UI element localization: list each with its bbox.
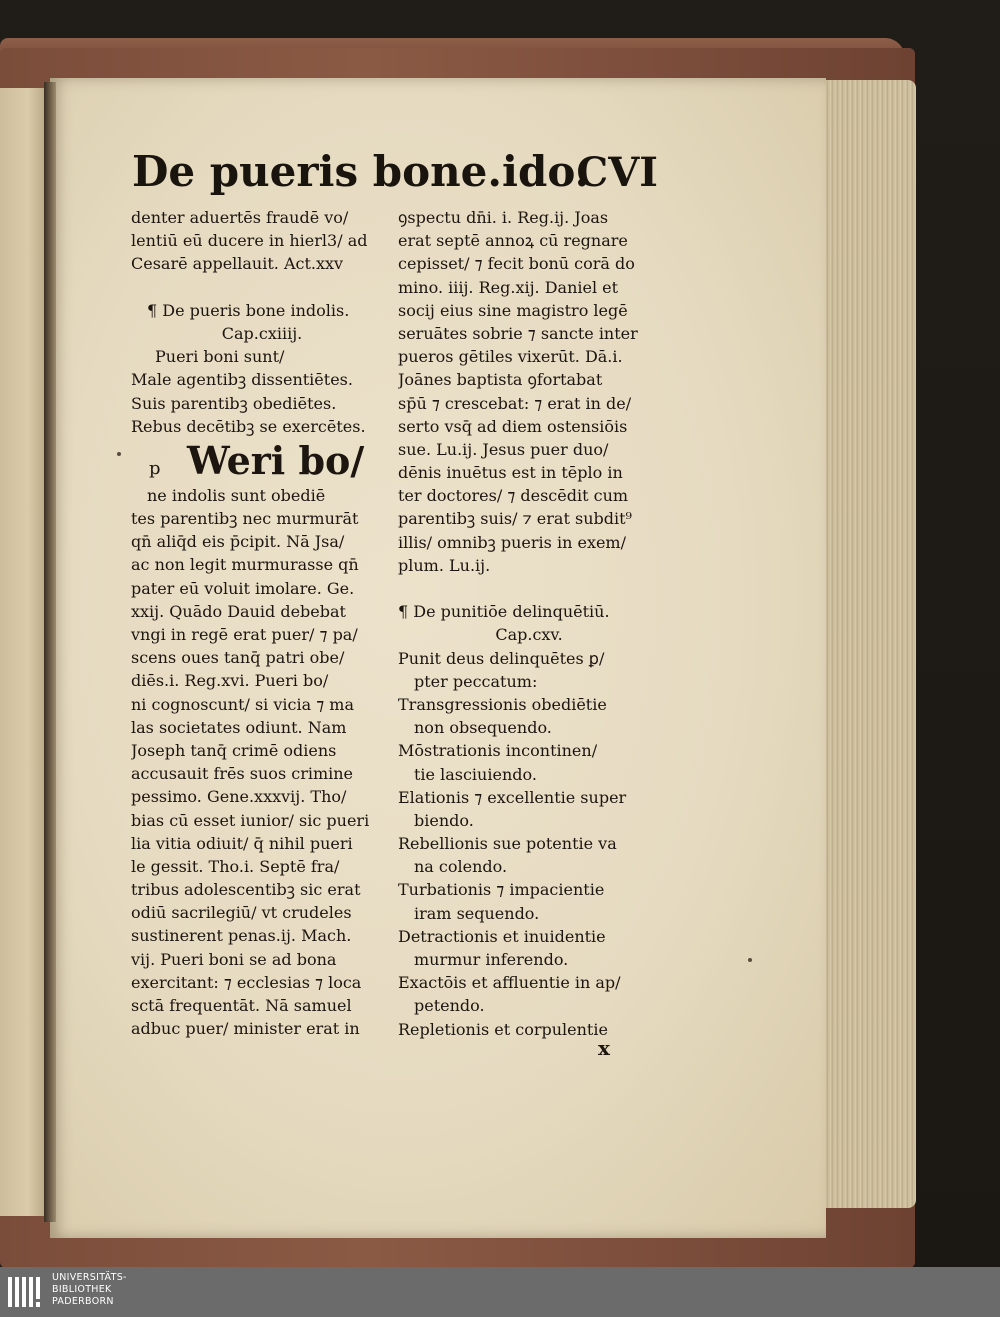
signature-mark: x [598,1036,610,1060]
text-line: Joseph tanq̄ crimē odiens [131,740,337,760]
text-line: Joānes baptista ꝯfortabat [398,370,603,390]
spacer [398,577,660,600]
running-title: De pueris bone.ido. [132,147,590,196]
library-name-line: UNIVERSITÄTS- [52,1272,127,1283]
text-line: tribus adolescentibꝫ sic erat [131,880,361,900]
text-line: pessimo. Gene.xxxvij. Tho/ [131,787,347,807]
spacer [131,276,393,299]
text-line: ac non legit murmurasse qn̄ [131,555,359,575]
text-line: parentibꝫ suis/ ⁊ erat subdit⁹ [398,509,632,529]
text-line: erat septē annoꝝ cū regnare [398,231,628,251]
text-line: Cesarē appellauit. Act.xxv [131,254,344,274]
list-item-line: biendo. [414,810,474,830]
text-line: cepisset/ ⁊ fecit bonū corā do [398,254,635,274]
verse-line: Pueri boni sunt/ [155,347,285,367]
gutter-shadow [44,82,56,1222]
text-line: qn̄ aliq̄d eis p̄cipit. Nā Jsa/ [131,532,345,552]
page-edges [822,80,916,1208]
text-line: plum. Lu.ij. [398,555,491,575]
text-line: ꝯspectu dn̄i. i. Reg.ij. Joas [398,208,609,227]
text-line: bias cū esset iunior/ sic pueri [131,810,370,830]
text-line: vngi in regē erat puer/ ⁊ pa/ [131,625,358,644]
text-line: ter doctores/ ⁊ descēdit cum [398,486,629,506]
list-item-line: Detractionis et inuidentie [398,926,606,946]
text-line: exercitant: ⁊ ecclesias ⁊ loca [131,972,362,992]
list-item-line: petendo. [414,996,485,1016]
text-line: accusauit frēs suos crimine [131,764,354,784]
text-line: xxij. Quādo Dauid debebat [131,601,346,621]
list-item-line: murmur inferendo. [414,950,569,969]
verse-line: Rebus decētibꝫ se exercētes. [131,416,366,436]
chapter-heading: ¶ De punitiōe delinquētiū. [398,602,610,622]
text-line: vij. Pueri boni se ad bona [131,949,337,969]
list-item-line: Transgressionis obediētie [398,694,607,714]
right-column [398,206,660,1041]
text-line: sp̄ū ⁊ crescebat: ⁊ erat in de/ [398,393,632,413]
list-item-line: Rebellionis sue potentie va [398,834,617,854]
list-item-line: na colendo. [414,857,508,877]
folio-number: CVI [576,149,658,196]
list-item-line: Exactōis et affluentie in ap/ [398,973,621,993]
text-line: pueros gētiles vixerūt. Dā.i. [398,347,623,367]
list-item-line: Turbationis ⁊ impacientie [398,880,605,900]
ink-speck [748,958,752,962]
chapter-number: Cap.cxv. [495,625,563,645]
list-item-line: Mōstrationis incontinen/ [398,741,598,761]
text-line: odiū sacrilegiū/ vt crudeles [131,903,352,923]
text-line: Repletionis et corpulentie [398,1019,608,1039]
left-column [131,206,393,1040]
text-line: pater eū voluit imolare. Ge. [131,578,355,598]
footer-bar [0,1267,1000,1317]
text-line: serto vsq̄ ad diem ostensiōis [398,416,628,436]
text-line: sustinerent penas.ij. Mach. [131,926,352,946]
list-item-line: iram sequendo. [414,903,540,923]
ink-speck [117,452,121,456]
text-line: mino. iiij. Reg.xij. Daniel et [398,277,619,297]
text-line: tes parentibꝫ nec murmurāt [131,509,359,529]
chapter-number: Cap.cxiiij. [221,323,303,343]
library-name-line: BIBLIOTHEK [52,1284,112,1295]
left-page-edge [0,88,48,1216]
text-line: sctā frequentāt. Nā samuel [131,996,352,1015]
intro-line: Punit deus delinquētes ꝑ/ [398,648,605,668]
text-line: sue. Lu.ij. Jesus puer duo/ [398,439,609,459]
library-logo-icon [6,1273,46,1311]
intro-line: pter peccatum: [414,671,538,691]
list-item-line: tie lasciuiendo. [414,764,537,784]
text-line: le gessit. Tho.i. Septē fra/ [131,856,340,876]
text-line: ne indolis sunt obediē [147,485,326,505]
guide-letter: p [149,458,161,479]
text-line: ni cognoscunt/ si vicia ⁊ ma [131,694,354,714]
list-item-line: Elationis ⁊ excellentie super [398,787,627,807]
text-line: dēnis inuētus est in tēplo in [398,463,623,483]
text-line: scens oues tanq̄ patri obe/ [131,648,345,668]
library-name-line: PADERBORN [52,1296,114,1307]
verse-line: Suis parentibꝫ obediētes. [131,393,337,413]
library-name [52,1272,172,1308]
list-item-line: non obsequendo. [414,718,552,738]
verse-line: Male agentibꝫ dissentiētes. [131,370,353,390]
text-line: diēs.i. Reg.xvi. Pueri bo/ [131,671,329,691]
decorated-initial-line: Weri bo/ [187,437,365,483]
text-line: lentiū eū ducere in hierl3/ ad [131,231,368,251]
text-line: denter aduertēs fraudē vo/ [131,208,349,227]
chapter-heading: ¶ De pueris bone indolis. [147,300,350,320]
text-line: las societates odiunt. Nam [131,717,347,737]
text-line: seruātes sobrie ⁊ sancte inter [398,323,638,343]
text-line: lia vitia odiuit/ q̄ nihil pueri [131,833,353,853]
text-line: adbuc puer/ minister erat in [131,1019,360,1039]
text-line: illis/ omnibꝫ pueris in exem/ [398,532,626,552]
text-line: socij eius sine magistro legē [398,300,628,320]
